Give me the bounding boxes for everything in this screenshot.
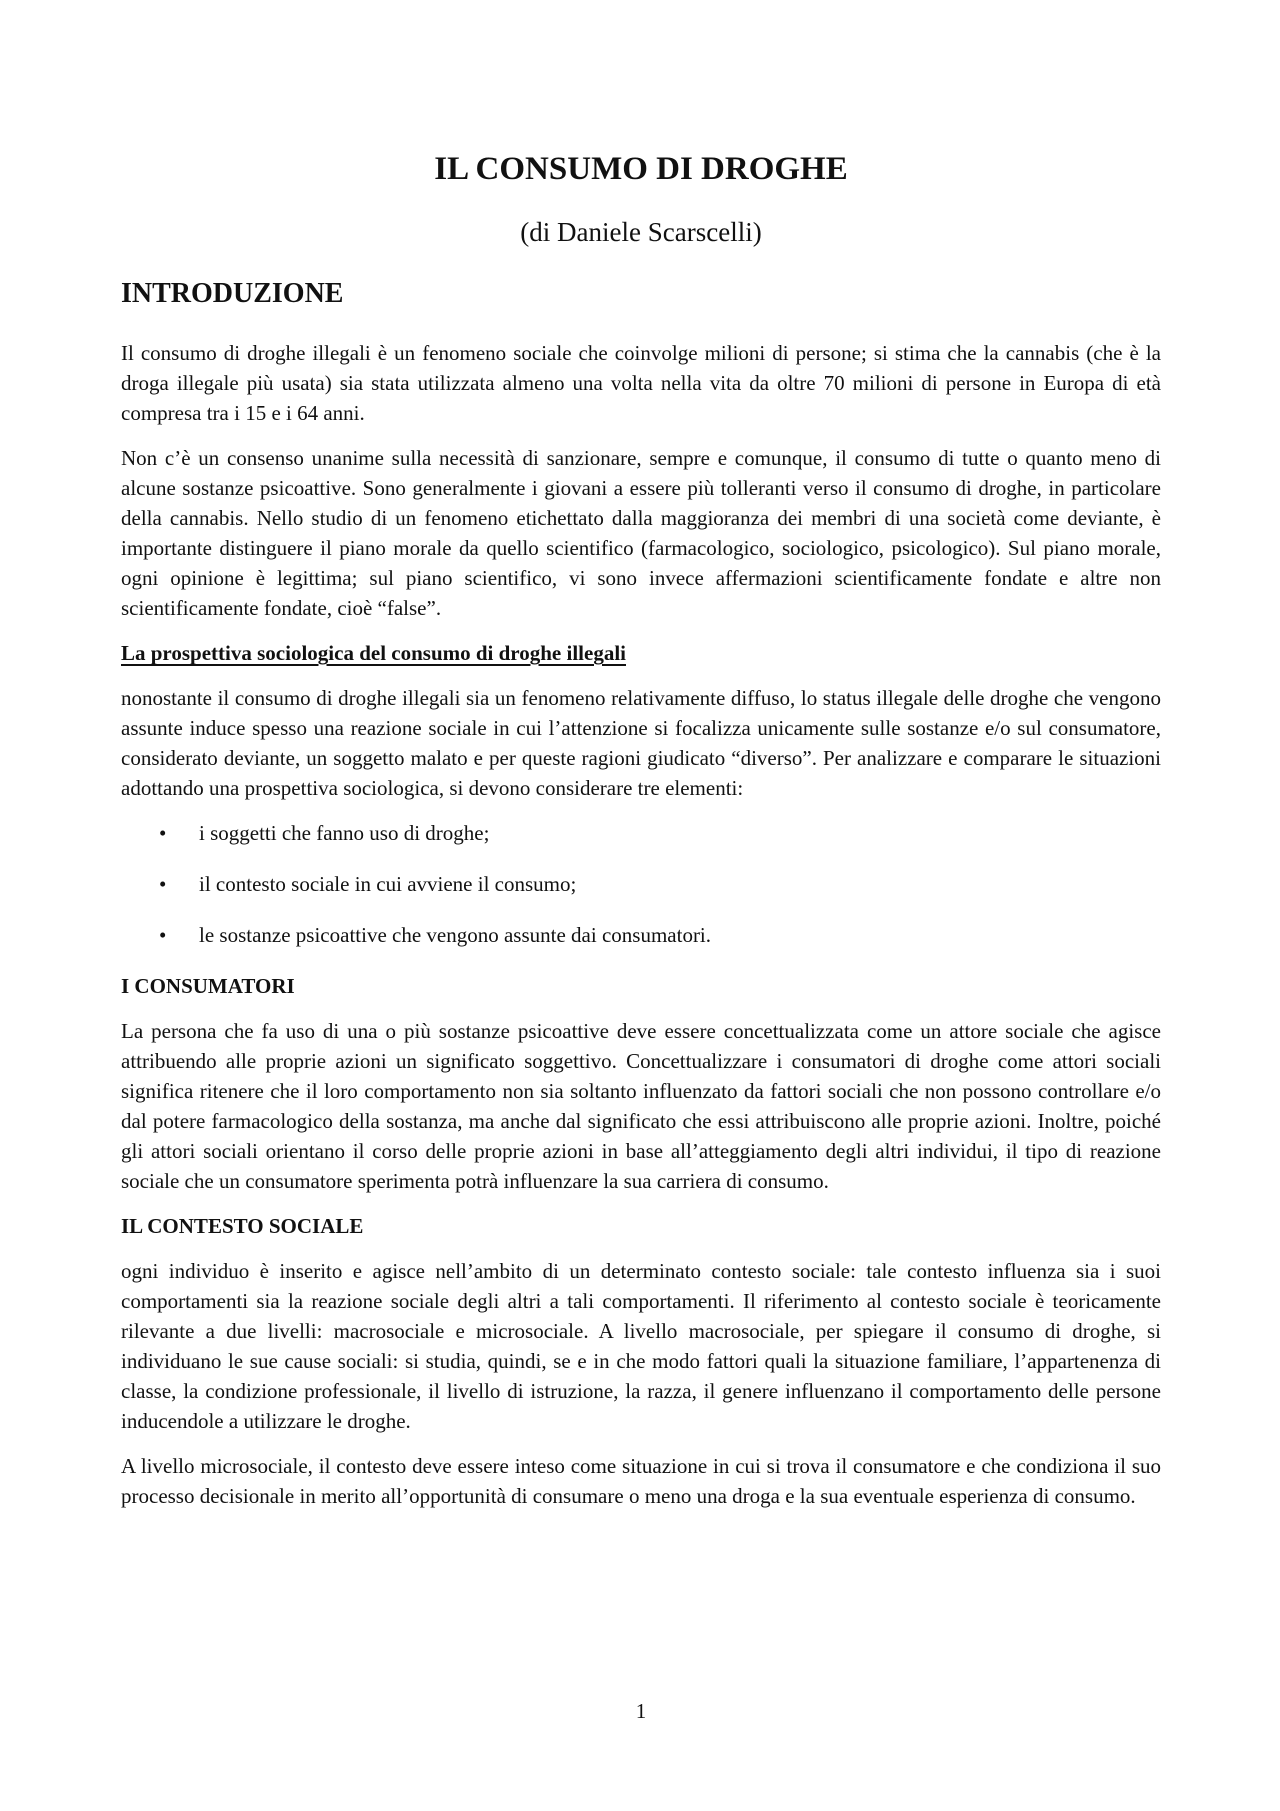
document-author: (di Daniele Scarscelli) [520,217,762,247]
list-item-text: i soggetti che fanno uso di droghe; [199,821,490,845]
document-title: IL CONSUMO DI DROGHE [434,151,848,187]
list-item [121,920,1161,950]
list-item [121,818,1161,848]
document-body [121,338,1161,1526]
contesto-paragraph-2: A livello microsociale, il contesto deve essere inteso come situazione in cui si trova il consumatore e che condiziona il suo processo decisionale in merito all’opportunità di consumare o meno una droga e la sua eventuale esperienza di consumo. [121,1454,1161,1508]
intro-heading: INTRODUZIONE [121,278,344,309]
bullet-icon: • [159,872,167,896]
elements-list [121,818,1161,950]
list-item-text: le sostanze psicoattive che vengono assunte dai consumatori. [199,923,712,947]
list-item-text: il contesto sociale in cui avviene il consumo; [199,872,577,896]
page-number: 1 [635,1699,647,1723]
contesto-paragraph-1: ogni individuo è inserito e agisce nell’ambito di un determinato contesto sociale: tale contesto influenza sia i suoi comportamenti sia la reazione sociale degli altri a tali comportamenti. Il riferimento al contesto sociale è teoricamente rilevante a due livelli: macrosociale e microsociale. A livello macrosociale, per spiegare il consumo di droghe, si individuano le sue cause sociali: si studia, quindi, se e in che modo fattori quali la situazione familiare, l’appartenenza di classe, la condizione professionale, il livello di istruzione, la razza, il genere influenzano il comportamento delle persone inducendole a utilizzare le droghe. [121,1259,1161,1433]
prospettiva-heading: La prospettiva sociologica del consumo di droghe illegali [121,641,626,665]
intro-paragraph-1: Il consumo di droghe illegali è un fenomeno sociale che coinvolge milioni di persone; si stima che la cannabis (che è la droga illegale più usata) sia stata utilizzata almeno una volta nella vita da oltre 70 milioni di persone in Europa di età compresa tra i 15 e i 64 anni. [121,341,1161,425]
contesto-heading: IL CONTESTO SOCIALE [121,1214,364,1238]
bullet-icon: • [159,821,167,845]
bullet-icon: • [159,923,167,947]
prospettiva-paragraph: nonostante il consumo di droghe illegali sia un fenomeno relativamente diffuso, lo status illegale delle droghe che vengono assunte induce spesso una reazione sociale in cui l’attenzione si focalizza unicamente sulle sostanze e/o sul consumatore, considerato deviante, un soggetto malato e per queste ragioni giudicato “diverso”. Per analizzare e comparare le situazioni adottando una prospettiva sociologica, si devono considerare tre elementi: [121,686,1161,800]
consumatori-heading: I CONSUMATORI [121,974,295,998]
list-item [121,869,1161,899]
document-page [121,0,1161,1811]
consumatori-paragraph: La persona che fa uso di una o più sostanze psicoattive deve essere concettualizzata come un attore sociale che agisce attribuendo alle proprie azioni un significato soggettivo. Concettualizzare i consumatori di droghe come attori sociali significa ritenere che il loro comportamento non sia soltanto influenzato da fattori sociali che non possono controllare e/o dal potere farmacologico della sostanza, ma anche dal significato che essi attribuiscono alle proprie azioni. Inoltre, poiché gli attori sociali orientano il corso delle proprie azioni in base all’atteggiamento degli altri individui, il tipo di reazione sociale che un consumatore sperimenta potrà influenzare la sua carriera di consumo. [121,1019,1161,1193]
intro-paragraph-2: Non c’è un consenso unanime sulla necessità di sanzionare, sempre e comunque, il consumo di tutte o quanto meno di alcune sostanze psicoattive. Sono generalmente i giovani a essere più tolleranti verso il consumo di droghe, in particolare della cannabis. Nello studio di un fenomeno etichettato dalla maggioranza dei membri di una società come deviante, è importante distinguere il piano morale da quello scientifico (farmacologico, sociologico, psicologico). Sul piano morale, ogni opinione è legittima; sul piano scientifico, vi sono invece affermazioni scientificamente fondate e altre non scientificamente fondate, cioè “false”. [121,446,1161,620]
